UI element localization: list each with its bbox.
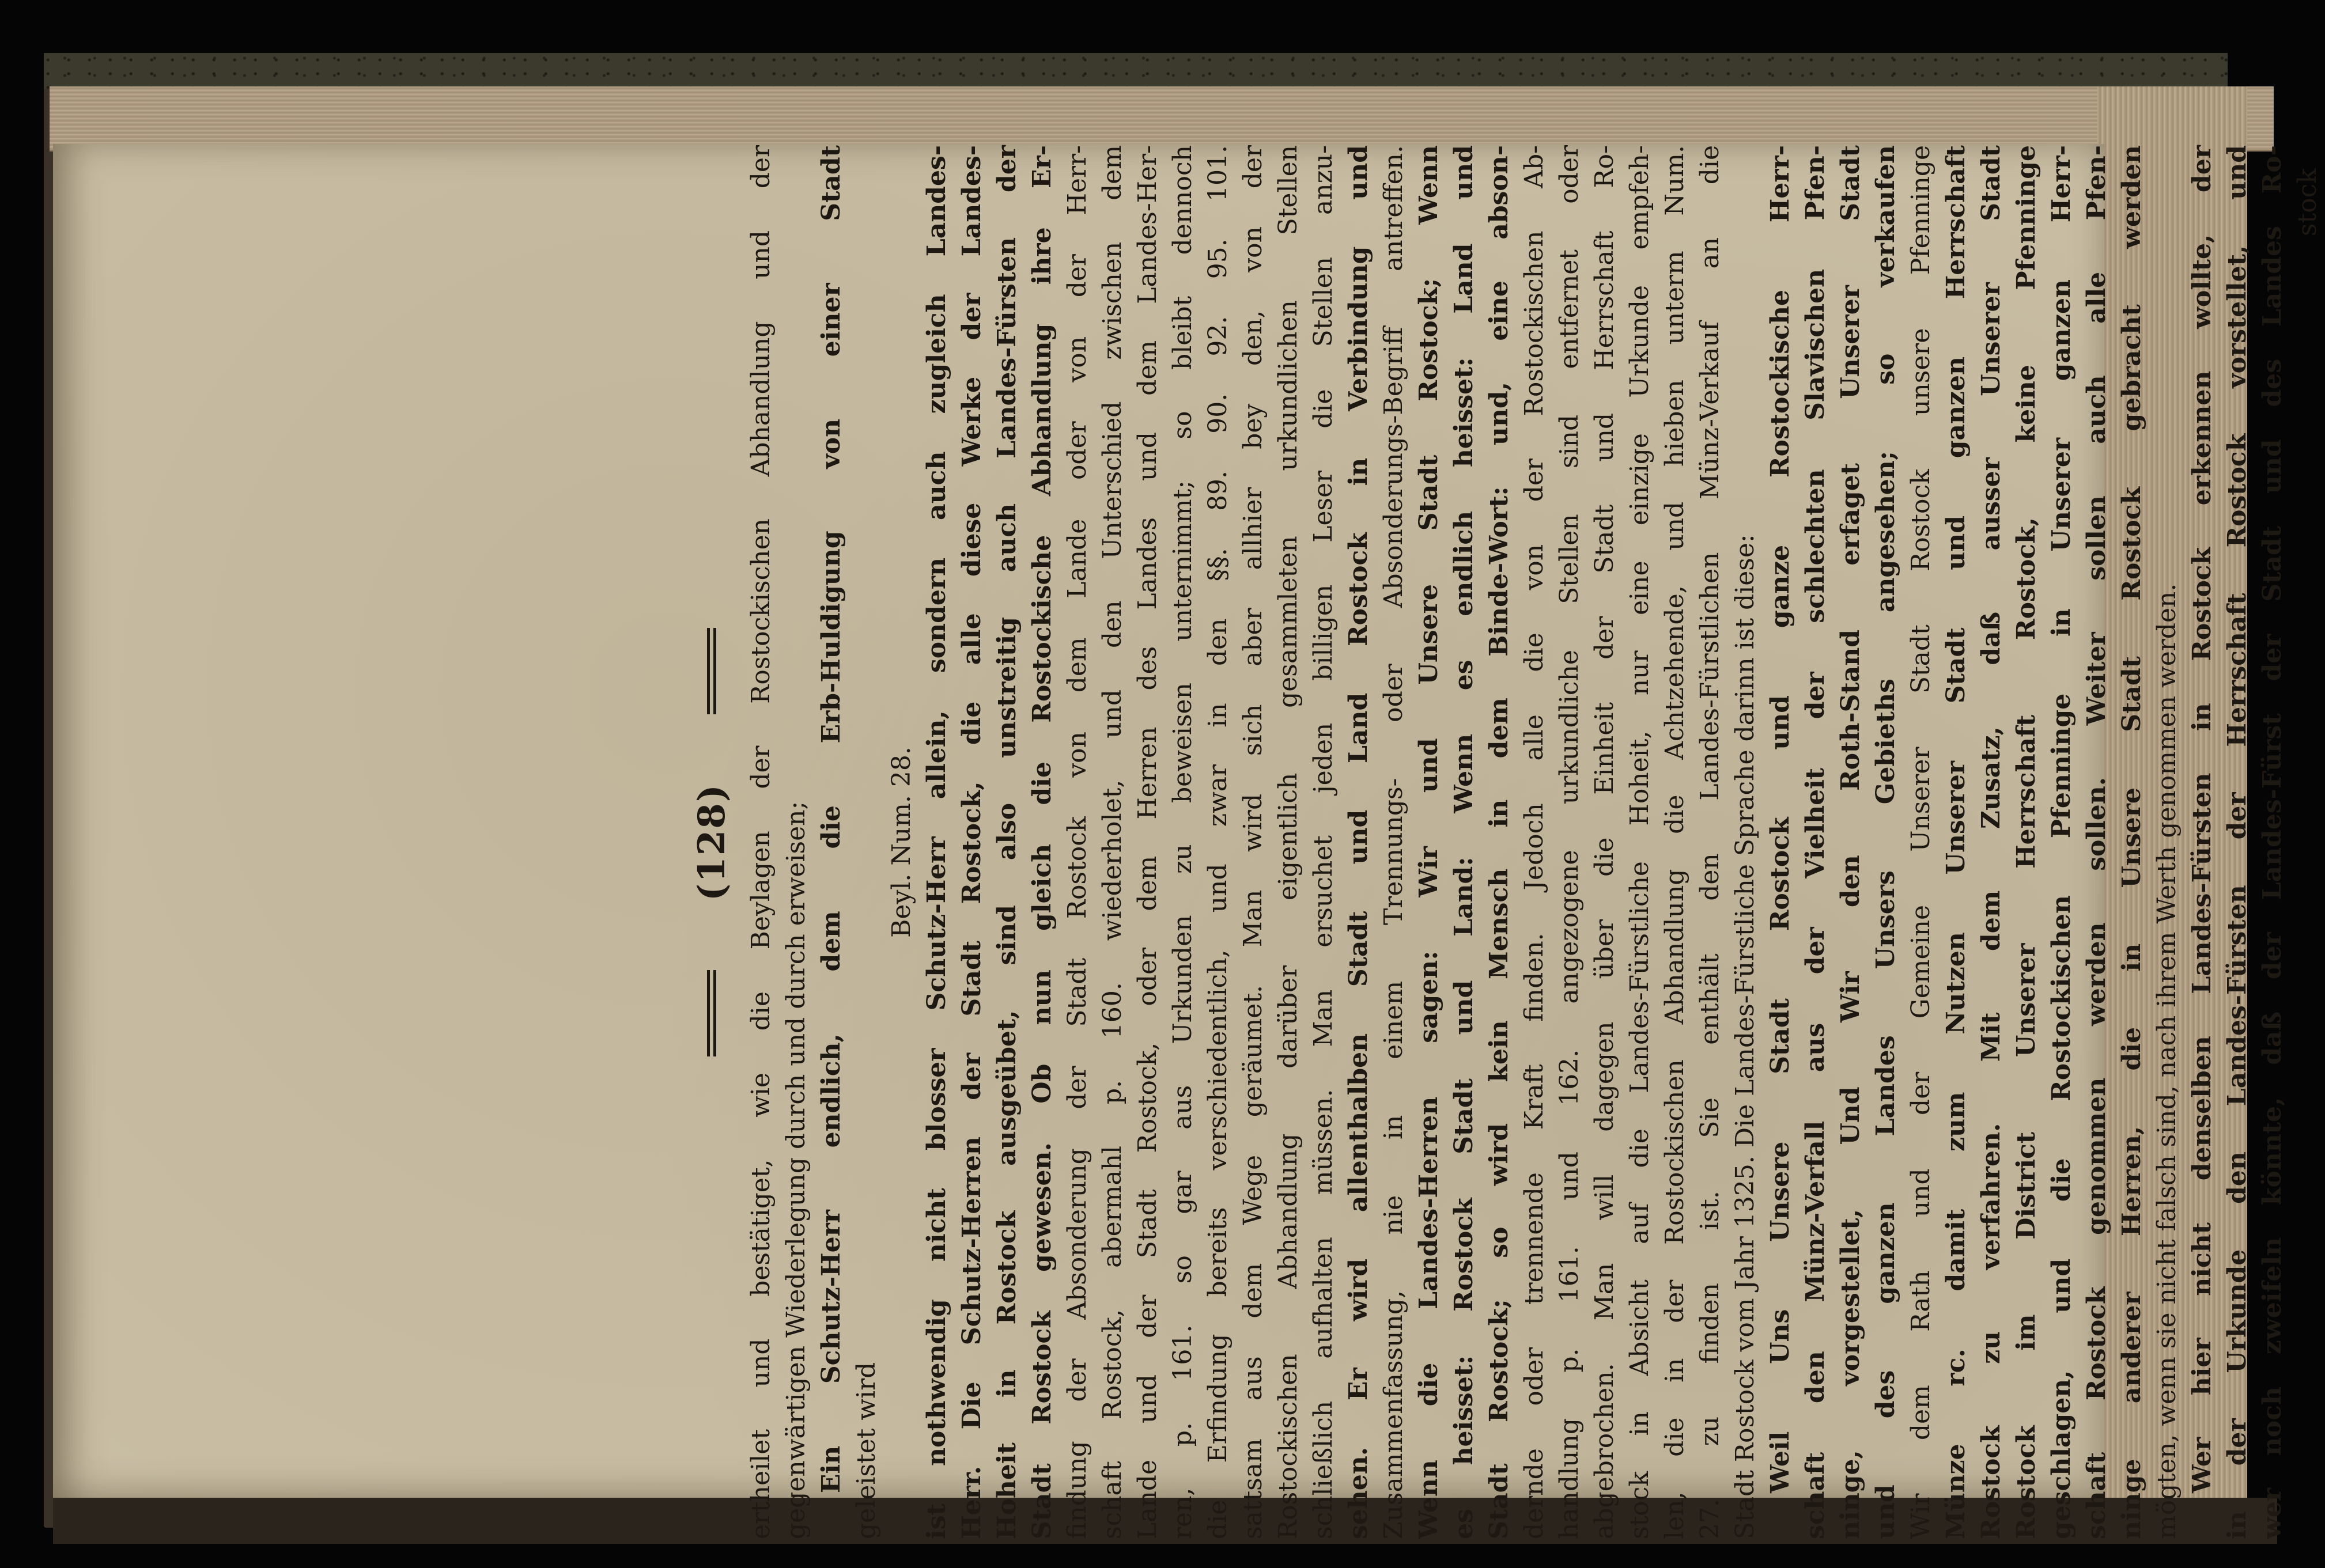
cover-edge (44, 53, 2228, 89)
text-line: Zusammenfassung, nie in einem Trennungs- oder Absonderungs-Begriff antreffen. (1379, 145, 1408, 1539)
text-line: und des ganzen Landes Unsers Gebieths angesehen; so verkaufen (1871, 145, 1900, 1539)
text-line: abgebrochen. Man will dagegen über die Einheit der Stadt und Herrschaft Ro- (1590, 145, 1619, 1539)
text-line: 27. zu finden ist. Sie enthält den Landes-Fürstlichen Münz-Verkauf an die (1695, 145, 1725, 1539)
text-line: wer noch zweifeln könnte, daß der Landes-Fürst der Stadt und des Landes Ro- (2258, 145, 2287, 1539)
header-rule-left (707, 970, 716, 1056)
text-line: Hoheit in Rostock ausgeübet, sind also unstreitig auch Landes-Fürsten der (992, 145, 1022, 1539)
text-line: ist nothwendig nicht blosser Schutz-Herr allein, sondern auch zugleich Landes- (922, 145, 951, 1539)
text-line: findung der Absonderung der Stadt Rostock von dem Lande oder von der Herr- (1063, 145, 1092, 1539)
text-line: sehen. Er wird allenthalben Stadt und Land Rostock in Verbindung und (1344, 145, 1373, 1539)
text-line: Wenn die Landes-Herren sagen: Wir und Unsere Stadt Rostock; Wenn (1414, 145, 1443, 1539)
text-lines (743, 145, 2290, 1539)
header-rule-right (707, 628, 716, 714)
text-line: len, die in der Rostockischen Abhandlung die Achtzehende, und hieben unterm Num. (1660, 145, 1689, 1539)
text-line: dernde oder trennende Kraft finden. Jedoch alle die von der Rostockischen Ab- (1519, 145, 1549, 1539)
text-line: Rostock zu verfahren. Mit dem Zusatz, daß ausser Unserer Stadt (1976, 145, 2006, 1539)
text-line: schaft den Münz-Verfall aus der Vielheit der schlechten Slavischen Pfen- (1801, 145, 1830, 1539)
text-line: Rostockischen Abhandlung darüber eigentlich gesammleten urkundlichen Stellen (1273, 145, 1303, 1539)
text-line: Stadt Rostock; so wird kein Mensch in dem Binde-Wort: und, eine abson- (1484, 145, 1514, 1539)
text-line: schaft Rostock genommen werden sollen. Weiter sollen auch alle Pfen- (2082, 145, 2111, 1539)
text-line: geschlagen, und die Rostockischen Pfenninge in Unserer ganzen Herr- (2047, 145, 2076, 1539)
text-line: Herr. Die Schutz-Herren der Stadt Rostock, die alle diese Werke der Landes- (957, 145, 986, 1539)
text-line: Stadt Rostock vom Jahr 1325. Die Landes-Fürstliche Sprache darinn ist diese: (1730, 534, 1760, 1539)
text-line: Beyl. Num. 28. (887, 747, 916, 938)
text-line: die Erfindung bereits verschiedentlich, und zwar in den §§. 89. 90. 92. 95. 101. (1203, 145, 1233, 1539)
text-line: Wer hier nicht denselben Landes-Fürsten in Rostock erkennen wollte, der (2187, 145, 2217, 1493)
text-line: schließlich aufhalten müssen. Man ersuchet jeden billigen Leser die Stellen anzu- (1309, 145, 1338, 1539)
text-line: ertheilet und bestätiget, wie die Beylagen der Rostockischen Abhandlung und der (746, 145, 776, 1539)
text-line: Rostock im District Unserer Herrschaft Rostock, keine Pfenninge (2012, 145, 2041, 1539)
page-edges-top (50, 86, 2274, 152)
text-line: ninge anderer Herren, die in Unsere Stadt Rostock gebracht werden (2117, 145, 2146, 1539)
text-line: in der Urkunde den Landes-Fürsten der Herrschaft Rostock vorstellet, und (2222, 145, 2252, 1539)
text-line: stock in Absicht auf die Landes-Fürstliche Hoheit, nur eine einzige Urkunde empfeh- (1625, 145, 1654, 1539)
page-header (680, 145, 743, 1539)
text-line: Stadt Rostock gewesen. Ob nun gleich die Rostockische Abhandlung ihre Er- (1027, 145, 1057, 1539)
page-number: (128) (690, 783, 734, 902)
text-line: Lande und der Stadt Rostock, oder dem Herren des Landes und dem Landes-Her- (1133, 145, 1162, 1539)
text-line: Münze rc. damit zum Nutzen Unserer Stadt und ganzen Herrschaft (1941, 145, 1971, 1539)
text-line: ren, p. 161. so gar aus Urkunden zu beweisen unternimmt; so bleibt dennoch (1168, 145, 1197, 1539)
text-line: schaft Rostock, abermahl p. 160. wiederholet, und den Unterschied zwischen dem (1098, 145, 1127, 1539)
rotated-text-block (680, 145, 2322, 1539)
text-line: ninge, vorgestellet, Und Wir den Roth-Stand erfaget Unserer Stadt (1836, 145, 1865, 1539)
text-line: handlung p. 161. und 162. angezogene urkundliche Stellen sind entfernet oder (1555, 145, 1584, 1539)
text-line: Weil Uns Unsere Stadt Rostock und ganze Rostockische Herr- (1766, 145, 1795, 1493)
text-line: sattsam aus dem Wege geräumet. Man wird sich aber allhier bey den, von der (1238, 145, 1268, 1539)
catchword: stock (2293, 168, 2322, 237)
text-line: gegenwärtigen Wiederlegung durch und durch erweisen; (781, 801, 811, 1539)
text-line: es heisset: Rostock Stadt und Land: Wenn es endlich heisset: Land und (1449, 145, 1479, 1539)
text-line: geleistet wird (852, 1362, 881, 1539)
text-line: Wir dem Rath und der Gemeine Unserer Stadt Rostock unsere Pfenninge (1906, 145, 1935, 1539)
text-line: mögten, wenn sie nicht falsch sind, nach ihrem Werth genommen werden. (2152, 583, 2182, 1539)
text-line: Ein Schutz-Herr endlich, dem die Erb-Huldigung von einer Stadt (816, 145, 846, 1493)
